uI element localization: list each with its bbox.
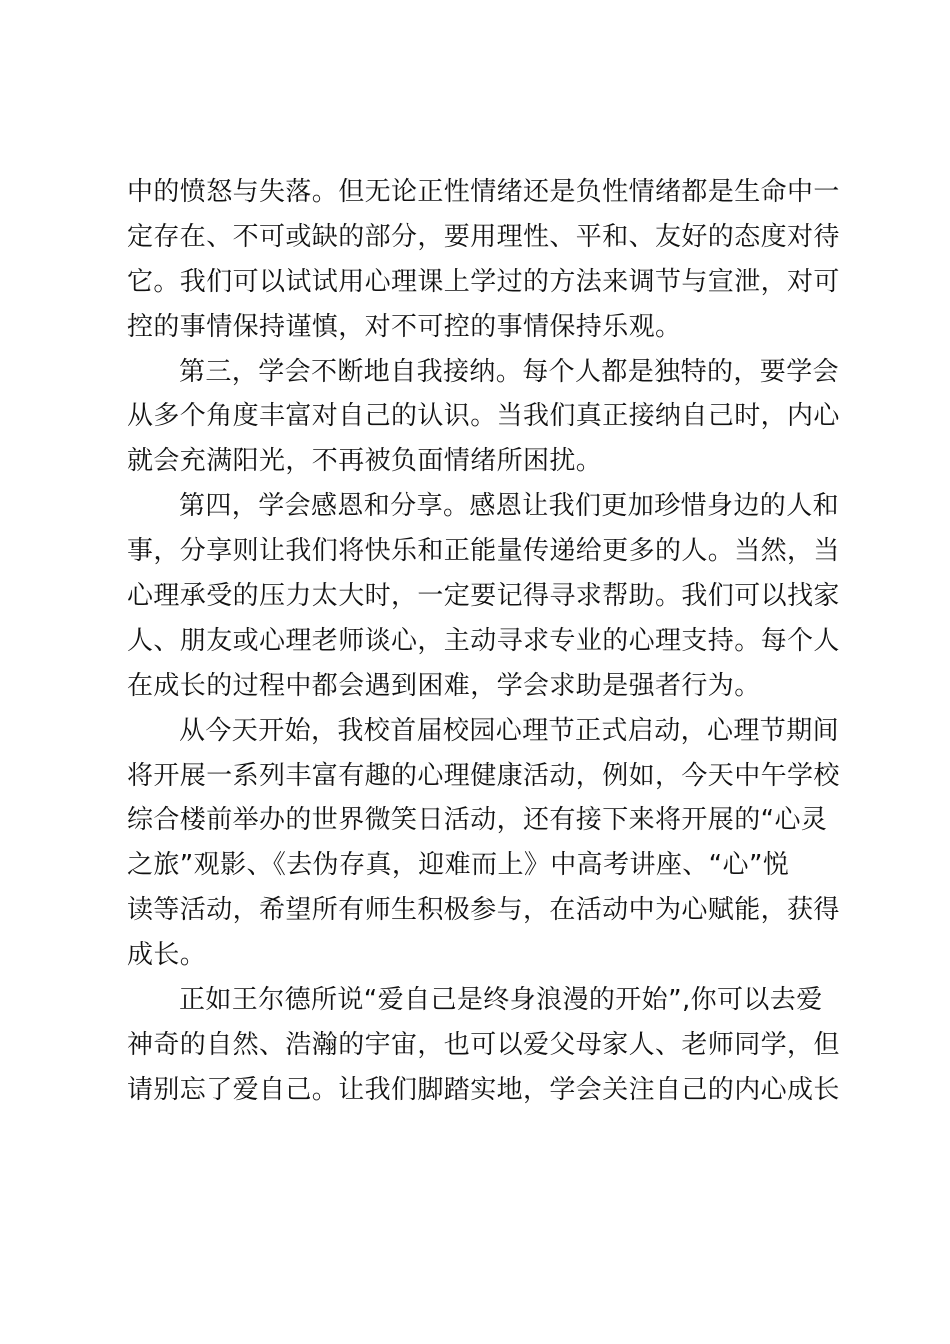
text-line: 综合楼前举办的世界微笑日活动，还有接下来将开展的“心灵 (127, 805, 828, 836)
text-line: 第四，学会感恩和分享。感恩让我们更加珍惜身边的人和 (179, 491, 840, 522)
body-text (127, 170, 840, 1113)
text-line: 第三，学会不断地自我接纳。每个人都是独特的，要学会 (179, 356, 840, 387)
paragraph-emotions (127, 170, 840, 350)
text-line: 控的事情保持谨慎，对不可控的事情保持乐观。 (127, 311, 682, 342)
text-line: 它。我们可以试试用心理课上学过的方法来调节与宣泄，对可 (127, 266, 840, 297)
paragraph-festival (127, 709, 840, 978)
text-line: 将开展一系列丰富有趣的心理健康活动，例如，今天中午学校 (127, 760, 840, 791)
text-line: 中的愤怒与失落。但无论正性情绪还是负性情绪都是生命中一 (127, 177, 840, 207)
text-line: 读等活动，希望所有师生积极参与，在活动中为心赋能，获得 (127, 895, 840, 926)
text-line: 从今天开始，我校首届校园心理节正式启动，心理节期间 (179, 715, 840, 746)
text-line: 正如王尔德所说“爱自己是终身浪漫的开始”,你可以去爱 (179, 985, 823, 1016)
paragraph-gratitude (127, 484, 840, 708)
text-line: 请别忘了爱自己。让我们脚踏实地，学会关注自己的内心成长 (127, 1074, 840, 1105)
text-line: 就会充满阳光，不再被负面情绪所困扰。 (127, 446, 603, 477)
text-line: 之旅”观影、《去伪存真，迎难而上》中高考讲座、“心”悦 (127, 850, 790, 881)
text-line: 成长。 (127, 940, 207, 971)
text-line: 定存在、不可或缺的部分，要用理性、平和、友好的态度对待 (127, 221, 840, 252)
text-line: 神奇的自然、浩瀚的宇宙，也可以爱父母家人、老师同学，但 (127, 1029, 840, 1060)
text-line: 从多个角度丰富对自己的认识。当我们真正接纳自己时，内心 (127, 401, 840, 432)
text-line: 在成长的过程中都会遇到困难，学会求助是强者行为。 (127, 670, 761, 701)
text-line: 心理承受的压力太大时，一定要记得寻求帮助。我们可以找家 (127, 581, 840, 612)
text-line: 事，分享则让我们将快乐和正能量传递给更多的人。当然，当 (127, 536, 840, 567)
text-line: 人、朋友或心理老师谈心，主动寻求专业的心理支持。每个人 (127, 625, 840, 656)
paragraph-self-acceptance (127, 350, 840, 485)
paragraph-closing (127, 978, 840, 1113)
